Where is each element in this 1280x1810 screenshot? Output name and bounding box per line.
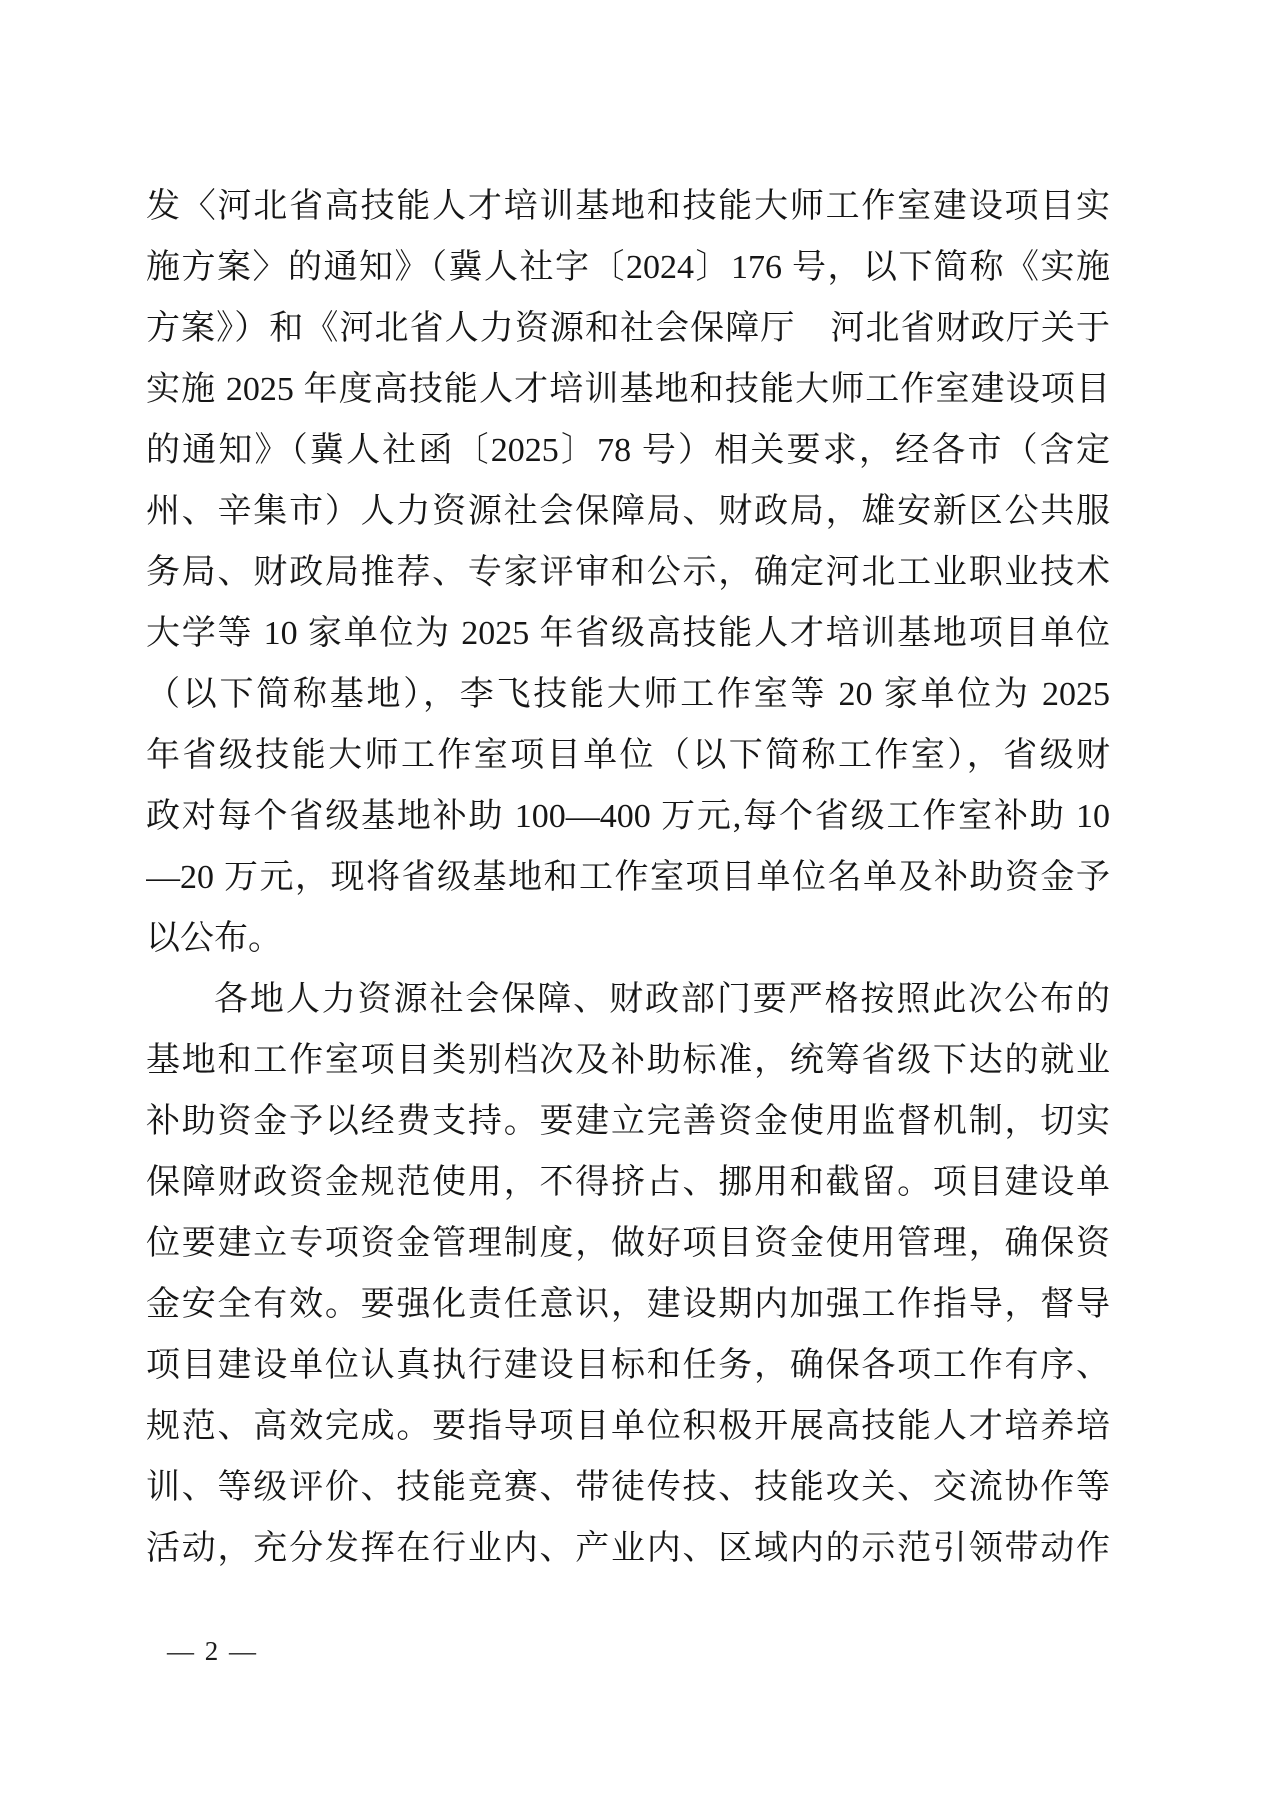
text-line: 保障财政资金规范使用，不得挤占、挪用和截留。项目建设单 bbox=[146, 1164, 1110, 1201]
text-line: 州、辛集市）人力资源社会保障局、财政局，雄安新区公共服 bbox=[146, 493, 1110, 530]
text-line: （以下简称基地），李飞技能大师工作室等 20 家单位为 2025 bbox=[146, 676, 1110, 713]
text-line: 位要建立专项资金管理制度，做好项目资金使用管理，确保资 bbox=[146, 1225, 1110, 1262]
text-line: 金安全有效。要强化责任意识，建设期内加强工作指导，督导 bbox=[146, 1286, 1110, 1323]
text-line: 方案》）和《河北省人力资源和社会保障厅 河北省财政厅关于 bbox=[146, 310, 1110, 347]
text-line: 各地人力资源社会保障、财政部门要严格按照此次公布的 bbox=[214, 981, 1110, 1018]
text-line: 发〈河北省高技能人才培训基地和技能大师工作室建设项目实 bbox=[146, 188, 1110, 225]
text-line: 的通知》（冀人社函〔2025〕78 号）相关要求，经各市（含定 bbox=[146, 432, 1110, 469]
text-line: 实施 2025 年度高技能人才培训基地和技能大师工作室建设项目 bbox=[146, 371, 1110, 408]
text-line: 务局、财政局推荐、专家评审和公示，确定河北工业职业技术 bbox=[146, 554, 1110, 591]
text-line: 年省级技能大师工作室项目单位（以下简称工作室），省级财 bbox=[146, 737, 1110, 774]
text-line: 项目建设单位认真执行建设目标和任务，确保各项工作有序、 bbox=[146, 1347, 1110, 1384]
text-line: 补助资金予以经费支持。要建立完善资金使用监督机制，切实 bbox=[146, 1103, 1110, 1140]
text-line: 规范、高效完成。要指导项目单位积极开展高技能人才培养培 bbox=[146, 1408, 1110, 1445]
paragraph-requirements bbox=[146, 969, 1110, 1579]
page-number: — 2 — bbox=[167, 1636, 258, 1666]
text-line: 训、等级评价、技能竞赛、带徒传技、技能攻关、交流协作等 bbox=[146, 1469, 1110, 1506]
text-line: —20 万元，现将省级基地和工作室项目单位名单及补助资金予 bbox=[146, 859, 1110, 896]
text-line: 基地和工作室项目类别档次及补助标准，统筹省级下达的就业 bbox=[146, 1042, 1110, 1079]
page-footer bbox=[167, 1634, 258, 1668]
document-body bbox=[146, 176, 1110, 1579]
text-line: 活动，充分发挥在行业内、产业内、区域内的示范引领带动作 bbox=[146, 1530, 1110, 1567]
text-line: 施方案〉的通知》（冀人社字〔2024〕176 号，以下简称《实施 bbox=[146, 249, 1110, 286]
text-line: 大学等 10 家单位为 2025 年省级高技能人才培训基地项目单位 bbox=[146, 615, 1110, 652]
text-line: 政对每个省级基地补助 100—400 万元,每个省级工作室补助 10 bbox=[146, 798, 1110, 835]
paragraph-notice-basis bbox=[146, 176, 1110, 969]
text-line: 以公布。 bbox=[146, 920, 282, 957]
